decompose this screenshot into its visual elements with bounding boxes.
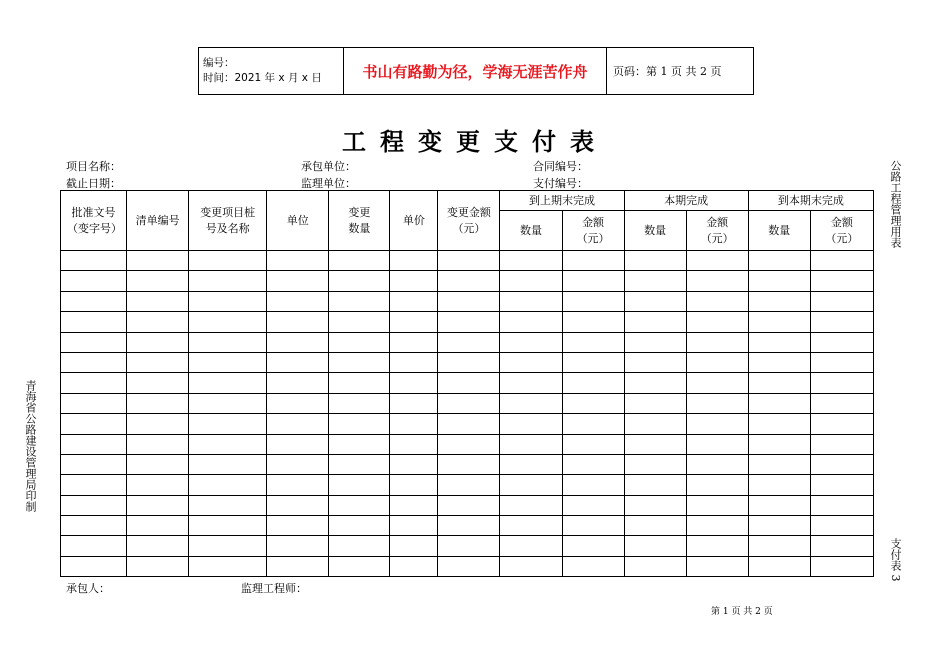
table-row	[61, 454, 874, 474]
table-cell	[329, 556, 390, 576]
table-cell	[686, 291, 748, 311]
header-current-qty: 数量	[624, 211, 686, 251]
table-cell	[438, 352, 500, 372]
table-row	[61, 434, 874, 454]
table-cell	[500, 414, 562, 434]
page-title: 工程变更支付表	[342, 127, 608, 156]
table-cell	[61, 414, 127, 434]
table-cell	[810, 414, 873, 434]
table-cell	[329, 454, 390, 474]
table-cell	[686, 536, 748, 556]
table-cell	[390, 414, 438, 434]
table-cell	[390, 271, 438, 291]
table-cell	[500, 495, 562, 515]
table-cell	[748, 536, 810, 556]
table-cell	[61, 312, 127, 332]
table-row	[61, 373, 874, 393]
table-cell	[748, 352, 810, 372]
table-cell	[500, 393, 562, 413]
table-cell	[686, 373, 748, 393]
table-cell	[500, 536, 562, 556]
table-cell	[686, 495, 748, 515]
table-cell	[329, 312, 390, 332]
number-label: 编号：	[203, 57, 235, 69]
table-cell	[562, 271, 624, 291]
table-cell	[686, 556, 748, 576]
supervisor-unit-label: 监理单位：	[301, 177, 356, 190]
header-prev-qty: 数量	[500, 211, 562, 251]
header-unit: 单位	[267, 191, 329, 251]
table-cell	[189, 516, 267, 536]
table-cell	[562, 536, 624, 556]
table-cell	[624, 434, 686, 454]
table-cell	[562, 414, 624, 434]
header-current-group: 本期完成	[624, 191, 748, 211]
table-cell	[61, 516, 127, 536]
table-cell	[810, 495, 873, 515]
table-cell	[438, 291, 500, 311]
table-cell	[748, 373, 810, 393]
table-cell	[329, 373, 390, 393]
table-cell	[562, 475, 624, 495]
table-cell	[390, 556, 438, 576]
table-cell	[686, 332, 748, 352]
table-cell	[624, 454, 686, 474]
table-cell	[686, 516, 748, 536]
table-cell	[61, 475, 127, 495]
table-cell	[624, 271, 686, 291]
table-cell	[127, 475, 189, 495]
table-row	[61, 312, 874, 332]
table-cell	[748, 516, 810, 536]
table-cell	[267, 373, 329, 393]
table-cell	[624, 332, 686, 352]
table-cell	[329, 393, 390, 413]
table-cell	[189, 251, 267, 271]
table-cell	[438, 516, 500, 536]
table-cell	[810, 536, 873, 556]
payment-no-label: 支付编号：	[533, 177, 588, 190]
table-cell	[748, 332, 810, 352]
table-cell	[127, 393, 189, 413]
header-prev-group: 到上期末完成	[500, 191, 624, 211]
table-row	[61, 516, 874, 536]
table-cell	[127, 352, 189, 372]
header-meta	[199, 48, 344, 95]
table-cell	[500, 271, 562, 291]
table-cell	[61, 434, 127, 454]
table-cell	[189, 312, 267, 332]
table-cell	[267, 352, 329, 372]
table-row	[61, 352, 874, 372]
time-label: 时间：2021 年 x 月 x 日	[203, 72, 322, 84]
table-cell	[810, 556, 873, 576]
table-cell	[438, 434, 500, 454]
table-cell	[500, 475, 562, 495]
table-cell	[329, 271, 390, 291]
table-cell	[810, 475, 873, 495]
table-cell	[189, 291, 267, 311]
table-cell	[810, 271, 873, 291]
table-cell	[189, 332, 267, 352]
table-cell	[748, 271, 810, 291]
table-cell	[748, 414, 810, 434]
table-cell	[438, 271, 500, 291]
table-cell	[748, 475, 810, 495]
table-cell	[390, 393, 438, 413]
table-cell	[624, 312, 686, 332]
table-cell	[267, 536, 329, 556]
table-cell	[500, 556, 562, 576]
table-cell	[189, 556, 267, 576]
table-cell	[438, 556, 500, 576]
table-cell	[61, 291, 127, 311]
header-unit-price: 单价	[390, 191, 438, 251]
header-to-date-qty: 数量	[748, 211, 810, 251]
table-cell	[686, 434, 748, 454]
payment-table	[60, 190, 874, 577]
table-cell	[686, 475, 748, 495]
table-cell	[189, 271, 267, 291]
table-cell	[390, 373, 438, 393]
table-cell	[748, 251, 810, 271]
supervisor-sign-label: 监理工程师：	[241, 582, 307, 595]
table-cell	[686, 352, 748, 372]
table-cell	[61, 495, 127, 515]
table-cell	[267, 393, 329, 413]
table-cell	[127, 495, 189, 515]
table-cell	[748, 291, 810, 311]
table-cell	[127, 516, 189, 536]
table-cell	[127, 556, 189, 576]
table-cell	[624, 251, 686, 271]
table-cell	[500, 454, 562, 474]
table-cell	[267, 332, 329, 352]
table-cell	[438, 495, 500, 515]
table-cell	[686, 251, 748, 271]
table-cell	[267, 454, 329, 474]
table-cell	[390, 434, 438, 454]
table-cell	[624, 536, 686, 556]
table-cell	[267, 312, 329, 332]
table-row	[61, 271, 874, 291]
table-row	[61, 414, 874, 434]
table-cell	[390, 454, 438, 474]
table-cell	[127, 454, 189, 474]
header-item: 变更项目桩号及名称	[189, 191, 267, 251]
table-cell	[500, 312, 562, 332]
page-code: 页码：第 1 页 共 2 页	[607, 48, 754, 95]
table-cell	[624, 373, 686, 393]
table-cell	[562, 352, 624, 372]
table-cell	[61, 454, 127, 474]
table-cell	[189, 352, 267, 372]
table-cell	[127, 271, 189, 291]
table-cell	[189, 454, 267, 474]
table-cell	[329, 332, 390, 352]
table-cell	[810, 516, 873, 536]
table-cell	[562, 251, 624, 271]
header-to-date-group: 到本期末完成	[748, 191, 873, 211]
table-cell	[189, 434, 267, 454]
cutoff-date-label: 截止日期：	[66, 177, 121, 190]
table-cell	[500, 291, 562, 311]
table-cell	[127, 536, 189, 556]
table-cell	[438, 312, 500, 332]
table-cell	[61, 536, 127, 556]
table-cell	[127, 434, 189, 454]
table-cell	[189, 414, 267, 434]
table-cell	[562, 516, 624, 536]
table-cell	[390, 475, 438, 495]
table-cell	[267, 414, 329, 434]
table-cell	[810, 393, 873, 413]
table-cell	[748, 393, 810, 413]
table-cell	[390, 516, 438, 536]
table-cell	[562, 556, 624, 576]
motto: 书山有路勤为径，学海无涯苦作舟	[344, 48, 607, 95]
form-category: 公路工程管理用表	[889, 160, 902, 248]
table-cell	[127, 373, 189, 393]
table-cell	[390, 536, 438, 556]
header-change-amount: 变更金额（元）	[438, 191, 500, 251]
table-cell	[810, 332, 873, 352]
table-cell	[61, 373, 127, 393]
table-cell	[562, 312, 624, 332]
table-cell	[624, 475, 686, 495]
table-cell	[438, 454, 500, 474]
table-cell	[329, 475, 390, 495]
page-number: 第 1 页 共 2 页	[711, 607, 773, 617]
table-cell	[61, 556, 127, 576]
table-cell	[329, 251, 390, 271]
table-cell	[61, 251, 127, 271]
table-row	[61, 251, 874, 271]
table-cell	[329, 495, 390, 515]
document-header	[198, 47, 754, 95]
form-code: 支付表 3	[889, 538, 902, 582]
table-cell	[189, 393, 267, 413]
table-cell	[438, 332, 500, 352]
header-approval-doc: 批准文号（变字号）	[61, 191, 127, 251]
table-cell	[61, 332, 127, 352]
table-cell	[329, 414, 390, 434]
header-change-qty: 变更数量	[329, 191, 390, 251]
table-row	[61, 536, 874, 556]
table-cell	[438, 475, 500, 495]
table-cell	[61, 393, 127, 413]
table-cell	[562, 393, 624, 413]
table-cell	[810, 352, 873, 372]
header-bill-no: 清单编号	[127, 191, 189, 251]
header-current-amount: 金额（元）	[686, 211, 748, 251]
table-cell	[127, 414, 189, 434]
table-cell	[810, 434, 873, 454]
table-row	[61, 556, 874, 576]
table-row	[61, 291, 874, 311]
table-cell	[810, 312, 873, 332]
table-cell	[390, 251, 438, 271]
table-cell	[562, 454, 624, 474]
table-cell	[500, 373, 562, 393]
table-cell	[624, 516, 686, 536]
table-cell	[624, 556, 686, 576]
table-cell	[329, 434, 390, 454]
table-cell	[189, 495, 267, 515]
table-cell	[438, 536, 500, 556]
table-cell	[438, 251, 500, 271]
table-cell	[624, 414, 686, 434]
table-row	[61, 475, 874, 495]
table-cell	[61, 271, 127, 291]
table-cell	[267, 251, 329, 271]
table-cell	[267, 475, 329, 495]
project-name-label: 项目名称：	[66, 160, 121, 173]
table-cell	[500, 434, 562, 454]
table-cell	[390, 291, 438, 311]
table-cell	[500, 332, 562, 352]
table-cell	[438, 393, 500, 413]
table-cell	[562, 373, 624, 393]
table-cell	[189, 536, 267, 556]
table-cell	[810, 291, 873, 311]
table-cell	[267, 495, 329, 515]
table-cell	[189, 475, 267, 495]
printer-note: 青海省公路建设管理局印制	[24, 380, 37, 512]
table-cell	[438, 414, 500, 434]
table-cell	[267, 516, 329, 536]
table-cell	[127, 332, 189, 352]
table-cell	[390, 352, 438, 372]
table-cell	[624, 495, 686, 515]
table-cell	[127, 291, 189, 311]
table-cell	[189, 373, 267, 393]
table-cell	[810, 373, 873, 393]
table-cell	[686, 414, 748, 434]
table-cell	[390, 495, 438, 515]
table-cell	[748, 434, 810, 454]
table-cell	[61, 352, 127, 372]
table-cell	[500, 516, 562, 536]
header-prev-amount: 金额（元）	[562, 211, 624, 251]
table-cell	[127, 251, 189, 271]
table-cell	[562, 332, 624, 352]
table-cell	[810, 454, 873, 474]
table-cell	[329, 352, 390, 372]
table-cell	[686, 271, 748, 291]
table-cell	[127, 312, 189, 332]
table-cell	[562, 434, 624, 454]
contractor-unit-label: 承包单位：	[301, 160, 356, 173]
table-cell	[500, 352, 562, 372]
table-cell	[624, 352, 686, 372]
table-cell	[748, 454, 810, 474]
header-to-date-amount: 金额（元）	[810, 211, 873, 251]
table-cell	[686, 454, 748, 474]
table-cell	[562, 495, 624, 515]
table-cell	[267, 434, 329, 454]
table-cell	[390, 312, 438, 332]
table-cell	[748, 312, 810, 332]
table-cell	[500, 251, 562, 271]
table-cell	[267, 291, 329, 311]
table-cell	[810, 251, 873, 271]
table-cell	[438, 373, 500, 393]
table-cell	[748, 556, 810, 576]
table-cell	[329, 536, 390, 556]
table-cell	[748, 495, 810, 515]
table-cell	[329, 516, 390, 536]
table-cell	[329, 291, 390, 311]
contract-no-label: 合同编号：	[533, 160, 588, 173]
table-cell	[624, 291, 686, 311]
table-cell	[390, 332, 438, 352]
table-row	[61, 332, 874, 352]
table-cell	[267, 271, 329, 291]
table-cell	[624, 393, 686, 413]
contractor-sign-label: 承包人：	[66, 582, 110, 595]
table-cell	[267, 556, 329, 576]
table-row	[61, 495, 874, 515]
table-cell	[686, 312, 748, 332]
table-cell	[686, 393, 748, 413]
table-cell	[562, 291, 624, 311]
table-row	[61, 393, 874, 413]
